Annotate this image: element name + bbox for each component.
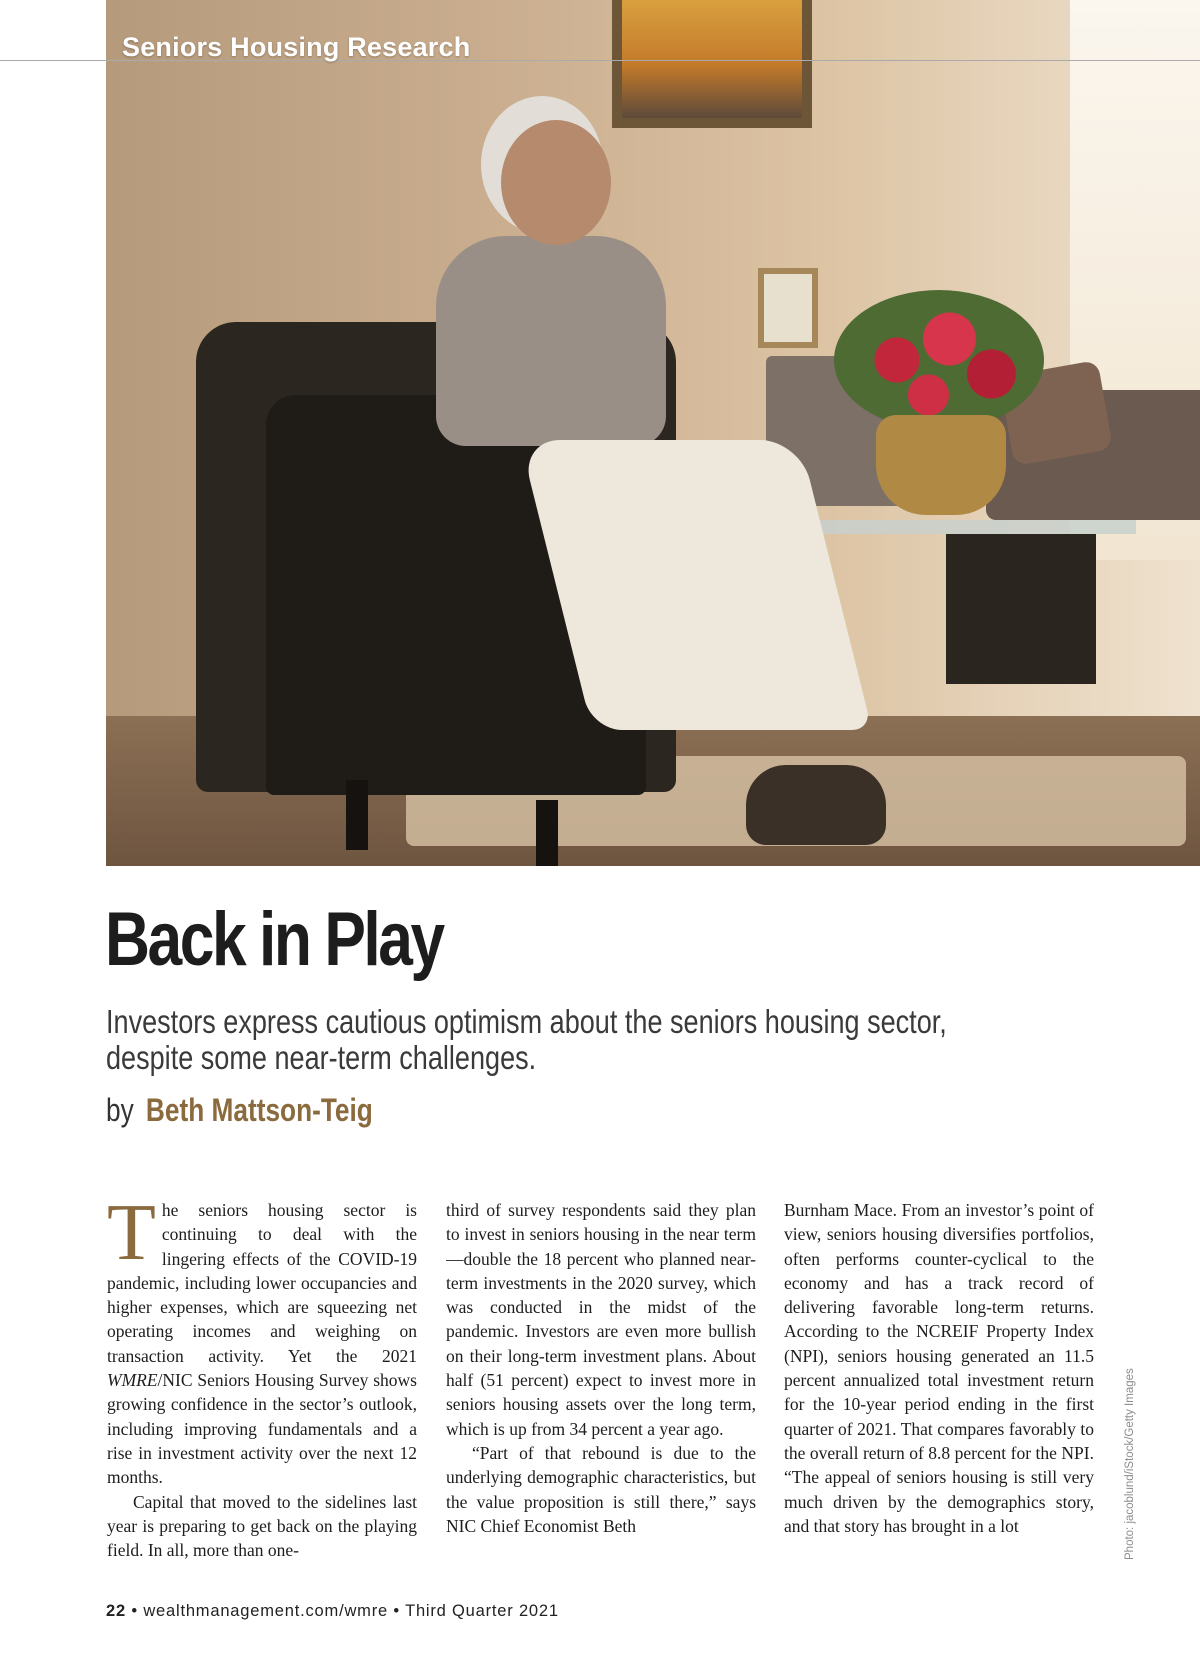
chair-leg <box>536 800 558 866</box>
section-label: Seniors Housing Research <box>122 32 471 62</box>
page-footer <box>106 1602 559 1621</box>
hero-photo <box>106 0 1200 866</box>
magazine-name: WMRE <box>107 1370 158 1391</box>
woman-head <box>501 120 611 245</box>
byline <box>106 1092 373 1129</box>
author-name: Beth Mattson-Teig <box>145 1092 373 1128</box>
table-base <box>946 534 1096 684</box>
body-paragraph: third of survey respondents said they plan to invest in seniors housing in the near term—double the 18 percent who planned near-term investments in the 2020 survey, which was conducted in the midst of the pandemic. Investors are even more bullish on their long-term investment plans. About half (51 percent) expect to invest more in seniors housing assets over the long term, which is up from 34 percent a year ago. <box>446 1200 756 1439</box>
photo-credit: Photo: jacoblund/iStock/Getty Images <box>1124 1368 1136 1560</box>
page-number: 22 <box>106 1602 126 1620</box>
body-paragraph: Burnham Mace. From an investor’s point of view, seniors housing diversifies portfolios, often performs counter-cyclical to the economy and has a track record of delivering favorable long-term returns. According to the NCREIF Property Index (NPI), seniors housing generated an 11.5 percent annualized total investment return for the 10-year period ending in the first quarter of 2021. That compares favorably to the overall return of 8.8 percent for the NPI. “The appeal of seniors housing is still very much driven by the demographics story, and that story has brought in a lot <box>784 1200 1094 1536</box>
byline-prefix: by <box>106 1092 134 1128</box>
picture-frame <box>758 268 818 348</box>
body-column-3 <box>784 1198 1094 1570</box>
body-text: /NIC Seniors Housing Survey shows growing confidence in the sector’s outlook, including improving fundamentals and a rise in investment activity over the next 12 months. <box>107 1370 417 1488</box>
deck: Investors express cautious optimism about the seniors housing sector, despite some near-term challenges. <box>106 1003 947 1076</box>
flowers <box>834 290 1044 430</box>
body-text: he seniors housing sector is continuing to deal with the lingering effects of the COVID-19 pandemic, including lower occupancies and higher expenses, which are squeezing net operating incomes and weighing on transaction activity. Yet the 2021 <box>107 1200 417 1366</box>
chair-leg <box>346 780 368 850</box>
wall-painting <box>612 0 812 128</box>
headline: Back in Play <box>105 897 443 982</box>
vase <box>876 415 1006 515</box>
footer-bullet: • <box>131 1602 138 1620</box>
footer-bullet: • <box>393 1602 400 1620</box>
body-column-2 <box>446 1198 756 1570</box>
footer-url: wealthmanagement.com/wmre <box>143 1602 388 1620</box>
body-paragraph: “Part of that rebound is due to the underlying demographic characteristics, but the value proposition is still there,” says NIC Chief Economist Beth <box>446 1442 756 1536</box>
woman-torso <box>436 236 666 446</box>
sandals <box>746 765 886 845</box>
drop-cap: T <box>107 1198 156 1277</box>
body-paragraph <box>107 1198 417 1490</box>
body-paragraph: Capital that moved to the sidelines last year is preparing to get back on the playing field. In all, more than one- <box>107 1491 417 1561</box>
issue-date: Third Quarter 2021 <box>405 1602 559 1620</box>
glass-table <box>806 520 1136 534</box>
body-column-1 <box>107 1198 417 1570</box>
